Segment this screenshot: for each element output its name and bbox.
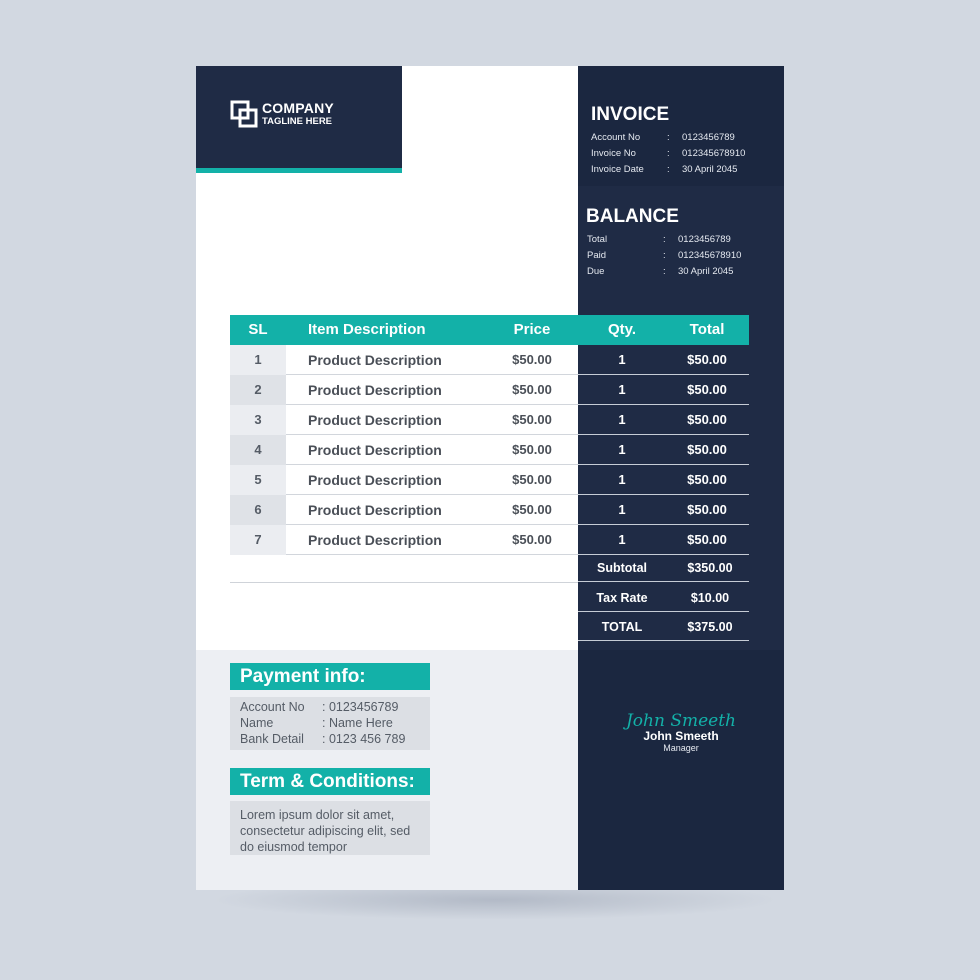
company-tagline: TAGLINE HERE [262, 116, 333, 127]
field-label: Account No [591, 132, 641, 143]
row-price: $50.00 [512, 502, 552, 517]
row-price: $50.00 [512, 382, 552, 397]
table-divider [230, 582, 578, 583]
balance-title: BALANCE [586, 206, 679, 227]
row-qty: 1 [618, 532, 626, 547]
terms-title: Term & Conditions: [230, 768, 430, 795]
row-description: Product Description [308, 532, 442, 548]
signer-role: Manager [663, 743, 699, 753]
row-sl: 1 [230, 345, 286, 375]
row-total: $50.00 [687, 532, 727, 547]
header-qty: Qty. [607, 321, 637, 338]
row-total: $50.00 [687, 412, 727, 427]
payment-info-box [230, 697, 430, 750]
table-row [230, 405, 749, 435]
row-sl: 5 [230, 465, 286, 495]
table-row [230, 375, 749, 405]
terms-box [230, 801, 430, 855]
row-qty: 1 [618, 382, 626, 397]
payment-account-no [240, 700, 399, 714]
terms-text: Lorem ipsum dolor sit amet, consectetur adipiscing elit, sed do eiusmod tempor [240, 808, 411, 854]
field-value: 012345678910 [678, 250, 742, 261]
tax-row [578, 584, 749, 612]
row-price: $50.00 [512, 442, 552, 457]
row-qty: 1 [618, 412, 626, 427]
table-row [230, 345, 749, 375]
table-row [230, 525, 749, 555]
row-price: $50.00 [512, 412, 552, 427]
row-description: Product Description [308, 442, 442, 458]
payment-name [240, 716, 393, 730]
subtotal-label: Subtotal [597, 561, 647, 575]
field-value: 30 April 2045 [682, 164, 738, 175]
footer-right-panel [578, 650, 784, 890]
row-price: $50.00 [512, 352, 552, 367]
info-value: : Name Here [322, 716, 393, 730]
field-value: 012345678910 [682, 148, 746, 159]
subtotal-value: $350.00 [687, 561, 733, 575]
row-price: $50.00 [512, 472, 552, 487]
info-label: Bank Detail [240, 732, 304, 746]
logo-accent-stripe [196, 168, 402, 173]
row-total: $50.00 [687, 472, 727, 487]
grand-total-value: $375.00 [687, 620, 733, 634]
info-value: : 0123456789 [322, 700, 399, 714]
header-total: Total [689, 321, 725, 338]
row-description: Product Description [308, 382, 442, 398]
row-qty: 1 [618, 502, 626, 517]
field-label: Paid [587, 250, 607, 261]
row-sl: 3 [230, 405, 286, 435]
subtotal-row [578, 554, 749, 582]
row-description: Product Description [308, 472, 442, 488]
info-value: : 0123 456 789 [322, 732, 406, 746]
signature-block [578, 711, 784, 753]
tax-value: $10.00 [690, 591, 730, 605]
payment-info-title: Payment info: [230, 663, 430, 690]
row-sl: 7 [230, 525, 286, 555]
row-total: $50.00 [687, 382, 727, 397]
grand-total-label: TOTAL [601, 620, 643, 634]
row-description: Product Description [308, 412, 442, 428]
row-description: Product Description [308, 352, 442, 368]
table-row [230, 495, 749, 525]
overlapping-squares-icon [230, 100, 258, 128]
row-sl: 6 [230, 495, 286, 525]
row-total: $50.00 [687, 352, 727, 367]
row-total: $50.00 [687, 502, 727, 517]
field-value: 30 April 2045 [678, 266, 734, 277]
table-row [230, 465, 749, 495]
row-description: Product Description [308, 502, 442, 518]
tax-label: Tax Rate [596, 591, 648, 605]
row-qty: 1 [618, 442, 626, 457]
row-total: $50.00 [687, 442, 727, 457]
field-label: Invoice No [591, 148, 636, 159]
field-value: 0123456789 [682, 132, 735, 143]
header-sl: SL [248, 321, 268, 338]
company-name: COMPANY [262, 100, 334, 116]
invoice-title: INVOICE [591, 104, 670, 125]
field-label: Due [587, 266, 605, 277]
info-label: Account No [240, 700, 305, 714]
header-price: Price [513, 321, 551, 338]
header-description: Item Description [308, 321, 426, 338]
payment-bank-detail [240, 732, 406, 746]
signature-script: John Smeeth [625, 711, 737, 731]
field-value: 0123456789 [678, 234, 731, 245]
signer-name: John Smeeth [643, 729, 719, 743]
table-header [230, 315, 749, 345]
grand-total-row [578, 613, 749, 641]
row-qty: 1 [618, 472, 626, 487]
invoice-page: COMPANY TAGLINE HERE INVOICE Account No : 0123456789 Invoice No : 012345678910 Invoice Date : 30 April 2045 BALANCE Total : 0123456789 Paid : 012345678910 Due : 30 April 2045 SL Item Description Price Qty. Total 1 Product Description $50.00 1 $50.00 2 Product Description $50.00 1 $50.00 3 Product Description $50.00 1 $50.00 4 Product Description $50.00 1 $50.00 5 Product Description $50.00 1 $50.00 6 Product Description $50.00 1 $50.00 7 Product Description $50.00 1 $50.00 Subtotal $350.00 Tax Rate $10.00 TOTAL $375.00 Payment info: Account No : 0123456789 Name : Name Here Bank Detail : 0123 456 789 Term & Conditions: Lorem ipsum dolor sit amet, consectetur adipiscing elit, sed do eiusmod tempor John Smeeth John Smeeth Manager [196, 66, 784, 890]
row-sl: 4 [230, 435, 286, 465]
row-qty: 1 [618, 352, 626, 367]
field-label: Total [587, 234, 608, 245]
info-label: Name [240, 716, 274, 730]
row-sl: 2 [230, 375, 286, 405]
field-label: Invoice Date [591, 164, 644, 175]
table-row [230, 435, 749, 465]
row-price: $50.00 [512, 532, 552, 547]
